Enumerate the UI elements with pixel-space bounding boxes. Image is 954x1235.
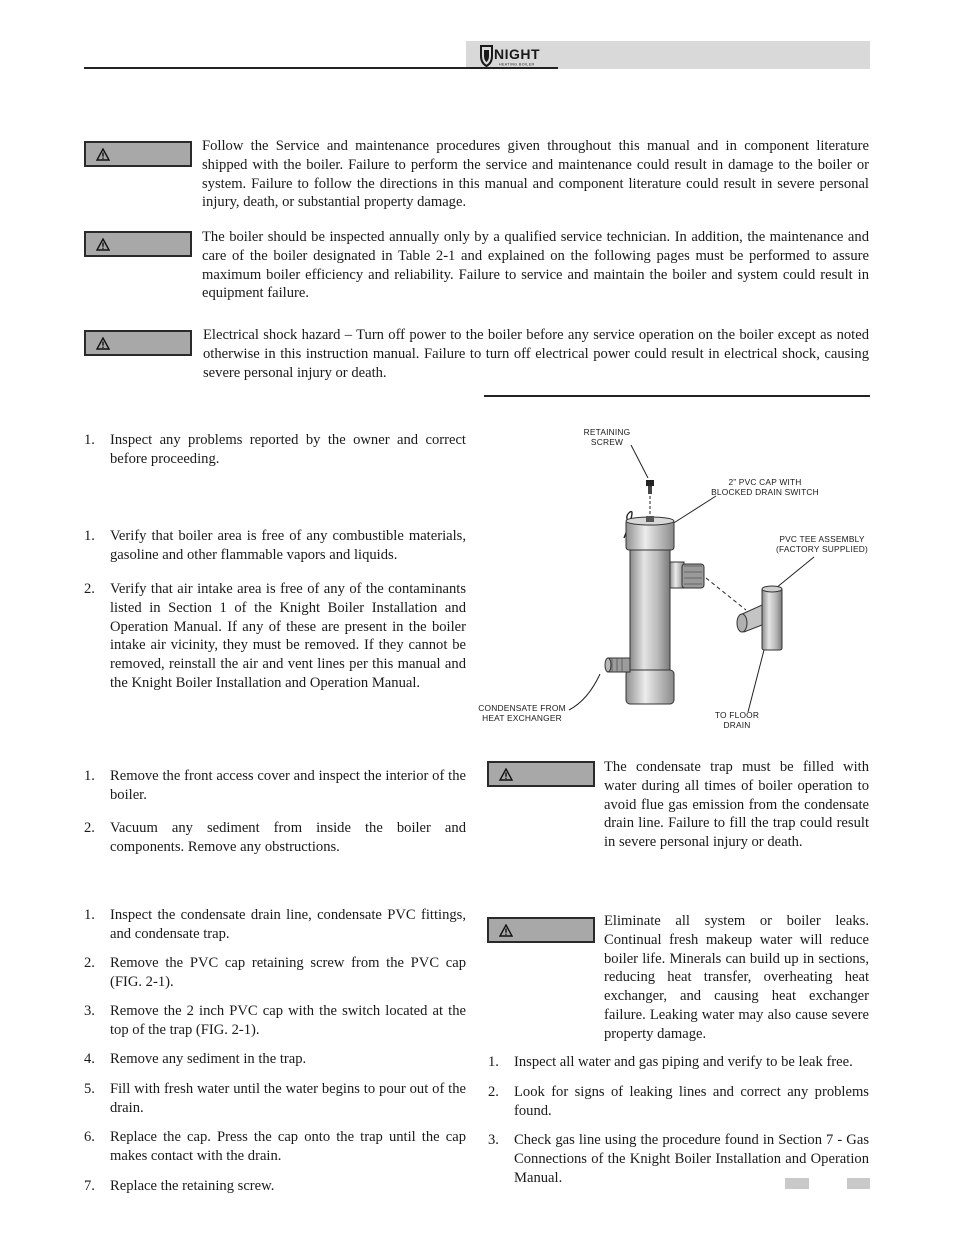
figure-rule: [484, 395, 870, 397]
list-number: 1.: [84, 432, 95, 448]
list-text: Inspect any problems reported by the owner and correct before proceeding.: [110, 432, 466, 467]
list-number: 1.: [84, 907, 95, 923]
warning-text-leaks: Eliminate all system or boiler leaks. Continual fresh makeup water will reduce boiler life. Minerals can build up in sections, reducing heat transfer, overheating heat exchanger, and causing heat exchanger failure. Leaking water may also cause severe property damage.: [604, 913, 869, 1042]
label-retaining-screw: RETAINING SCREW: [583, 427, 631, 448]
list-text: Remove the PVC cap retaining screw from the PVC cap (FIG. 2-1).: [110, 955, 466, 990]
label-pvc-cap: 2” PVC CAP WITH BLOCKED DRAIN SWITCH: [711, 477, 819, 498]
list-number: 1.: [84, 528, 95, 544]
warning-badge: [487, 761, 595, 787]
list-number: 1.: [84, 768, 95, 784]
list-text: Fill with fresh water until the water begins to pour out of the drain.: [110, 1081, 466, 1116]
warning-text-condensate-trap: The condensate trap must be filled with water during all times of boiler operation to avoid flue gas emission from the condensate drain line. Failure to fill the trap could result in severe personal injury or death.: [604, 759, 869, 851]
warning-icon: [499, 924, 513, 937]
list-text: Verify that air intake area is free of any of the contaminants listed in Section 1 of the Knight Boiler Installation and Operation Manual. If any of these are present in the boiler intake air vicinity, they must be removed. If they cannot be removed, reinstall the air and vent lines per this manual and the Knight Boiler Installation and Operation Manual.: [110, 581, 466, 691]
svg-text:NIGHT: NIGHT: [494, 46, 541, 62]
svg-text:HEATING BOILER: HEATING BOILER: [499, 62, 535, 67]
list-text: Replace the cap. Press the cap onto the trap until the cap makes contact with the drain.: [110, 1129, 466, 1164]
list-number: 3.: [488, 1132, 499, 1148]
list-number: 4.: [84, 1051, 95, 1067]
list-number: 3.: [84, 1003, 95, 1019]
label-condensate-from: CONDENSATE FROM HEAT EXCHANGER: [478, 703, 566, 724]
list-text: Look for signs of leaking lines and correct any problems found.: [514, 1084, 869, 1119]
list-text: Check gas line using the procedure found in Section 7 - Gas Connections of the Knight Boiler Installation and Operation Manual.: [514, 1132, 869, 1186]
warning-icon: [96, 148, 110, 161]
warning-badge: [84, 330, 192, 356]
warning-icon: [96, 337, 110, 350]
list-text: Inspect all water and gas piping and verify to be leak free.: [514, 1054, 853, 1070]
footer-marker: [785, 1178, 809, 1189]
list-number: 2.: [84, 581, 95, 597]
list-number: 2.: [84, 955, 95, 971]
warning-badge: [487, 917, 595, 943]
warning-text-inspection: The boiler should be inspected annually only by a qualified service technician. In addition, the maintenance and care of the boiler designated in Table 2-1 and explained on the following pages must be performed to assure maximum boiler efficiency and reliability. Failure to service and maintain the boiler and system could result in equipment failure.: [202, 229, 869, 302]
warning-badge: [84, 141, 192, 167]
list-text: Inspect the condensate drain line, condensate PVC fittings, and condensate trap.: [110, 907, 466, 942]
list-number: 7.: [84, 1178, 95, 1194]
list-number: 2.: [488, 1084, 499, 1100]
warning-icon: [499, 768, 513, 781]
list-text: Replace the retaining screw.: [110, 1178, 275, 1194]
list-number: 1.: [488, 1054, 499, 1070]
label-to-floor-drain: TO FLOOR DRAIN: [714, 710, 760, 731]
list-number: 2.: [84, 820, 95, 836]
condensate-trap-illustration: [484, 400, 870, 740]
warning-badge: [84, 231, 192, 257]
warning-icon: [96, 238, 110, 251]
list-number: 6.: [84, 1129, 95, 1145]
warning-text-electrical: Electrical shock hazard – Turn off power to the boiler before any service operation on the boiler except as noted otherwise in this instruction manual. Failure to turn off electrical power could result in electrical shock, causing severe personal injury or death.: [203, 327, 869, 381]
label-pvc-tee: PVC TEE ASSEMBLY (FACTORY SUPPLIED): [775, 534, 869, 555]
list-text: Remove any sediment in the trap.: [110, 1051, 307, 1067]
list-text: Remove the front access cover and inspect the interior of the boiler.: [110, 768, 466, 803]
list-text: Verify that boiler area is free of any combustible materials, gasoline and other flammable vapors and liquids.: [110, 528, 466, 563]
list-text: Remove the 2 inch PVC cap with the switch located at the top of the trap (FIG. 2-1).: [110, 1003, 466, 1038]
warning-text-service: Follow the Service and maintenance procedures given throughout this manual and in component literature shipped with the boiler. Failure to perform the service and maintenance could result in damage to the boiler or system. Failure to follow the directions in this manual and component literature could result in severe personal injury, death, or substantial property damage.: [202, 138, 869, 211]
list-text: Vacuum any sediment from inside the boiler and components. Remove any obstructions.: [110, 820, 466, 855]
footer-marker: [847, 1178, 870, 1189]
knight-logo: [478, 42, 554, 68]
list-number: 5.: [84, 1081, 95, 1097]
